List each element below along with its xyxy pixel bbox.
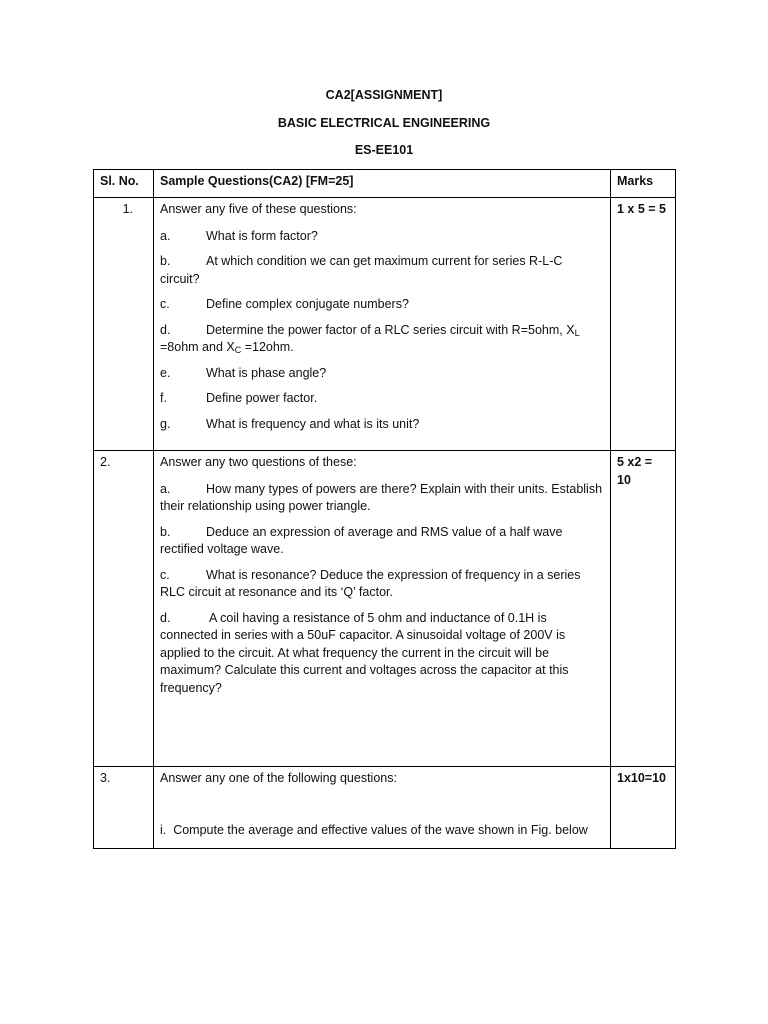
item-label: c. — [160, 567, 170, 582]
question-item — [160, 296, 604, 314]
table-row — [94, 451, 676, 767]
item-label: i. — [160, 822, 167, 837]
question-item — [160, 322, 604, 357]
item-text: A coil having a resistance of 5 ohm and inductance of 0.1H is connected in series with a 50uF capacitor. A sinusoidal voltage of 200V is applied to the circuit. At what frequency the current in the circuit will be maximum? Calculate this current and voltages across the capacitor at this frequency? — [160, 610, 569, 695]
item-text: Deduce an expression of average and RMS value of a half wave rectified voltage wave. — [160, 524, 563, 556]
item-label: f. — [160, 391, 167, 405]
item-label: a. — [160, 228, 171, 243]
table-row — [94, 767, 676, 849]
item-text: How many types of powers are there? Explain with their units. Establish their relationship using power triangle. — [160, 481, 603, 513]
marks-cell: 1 x 5 = 5 — [611, 198, 676, 451]
course-code: ES-EE101 — [354, 143, 414, 157]
table-row — [94, 198, 676, 451]
column-header-questions: Sample Questions(CA2) [FM=25] — [154, 170, 611, 198]
item-label: b. — [160, 254, 171, 268]
column-header-marks: Marks — [611, 170, 676, 198]
marks-cell: 1x10=10 — [611, 767, 676, 849]
question-intro: Answer any one of the following questions: — [160, 771, 397, 785]
item-label: d. — [160, 322, 171, 337]
question-item — [160, 567, 604, 602]
question-item — [160, 822, 604, 840]
item-label: g. — [160, 416, 171, 431]
question-item — [160, 416, 604, 434]
subject-title: BASIC ELECTRICAL ENGINEERING — [277, 116, 491, 130]
item-text: What is form factor? — [206, 228, 318, 243]
item-label: e. — [160, 365, 171, 380]
item-text: Define power factor. — [206, 391, 318, 405]
serial-number: 2. — [94, 451, 154, 767]
item-text: Compute the average and effective values of the wave shown in Fig. below — [173, 822, 588, 837]
questions-table — [93, 169, 676, 849]
question-item — [160, 390, 604, 408]
item-text: At which condition we can get maximum current for series R-L-C circuit? — [160, 254, 563, 286]
item-text: =12ohm. — [241, 340, 294, 354]
question-intro: Answer any two questions of these: — [160, 455, 357, 469]
question-item — [160, 481, 604, 516]
question-cell — [154, 451, 611, 767]
column-header-sl-no: Sl. No. — [94, 170, 154, 198]
item-label: b. — [160, 524, 171, 539]
serial-number: 1. — [94, 198, 154, 451]
item-text: Determine the power factor of a RLC series circuit with R=5ohm, X — [206, 322, 575, 337]
question-item — [160, 365, 604, 383]
table-header-row — [94, 170, 676, 198]
subscript-l: L — [574, 327, 580, 338]
serial-number: 3. — [94, 767, 154, 849]
item-label: c. — [160, 297, 170, 311]
marks-cell: 5 x2 = 10 — [611, 451, 676, 767]
question-cell — [154, 767, 611, 849]
question-cell — [154, 198, 611, 451]
item-text: What is frequency and what is its unit? — [206, 416, 420, 431]
item-text: Define complex conjugate numbers? — [206, 297, 409, 311]
item-text: What is resonance? Deduce the expression of frequency in a series RLC circuit at resonance and its ‘Q’ factor. — [160, 567, 581, 599]
question-item — [160, 228, 604, 246]
question-item — [160, 524, 604, 559]
subscript-c: C — [234, 345, 242, 355]
question-item — [160, 610, 604, 698]
item-text: =8ohm and X — [160, 340, 235, 354]
item-label: a. — [160, 481, 171, 496]
question-item — [160, 253, 604, 288]
document-title: CA2[ASSIGNMENT] — [325, 88, 443, 102]
item-label: d. — [160, 610, 171, 625]
question-intro: Answer any five of these questions: — [160, 202, 357, 216]
item-text: What is phase angle? — [206, 365, 327, 380]
